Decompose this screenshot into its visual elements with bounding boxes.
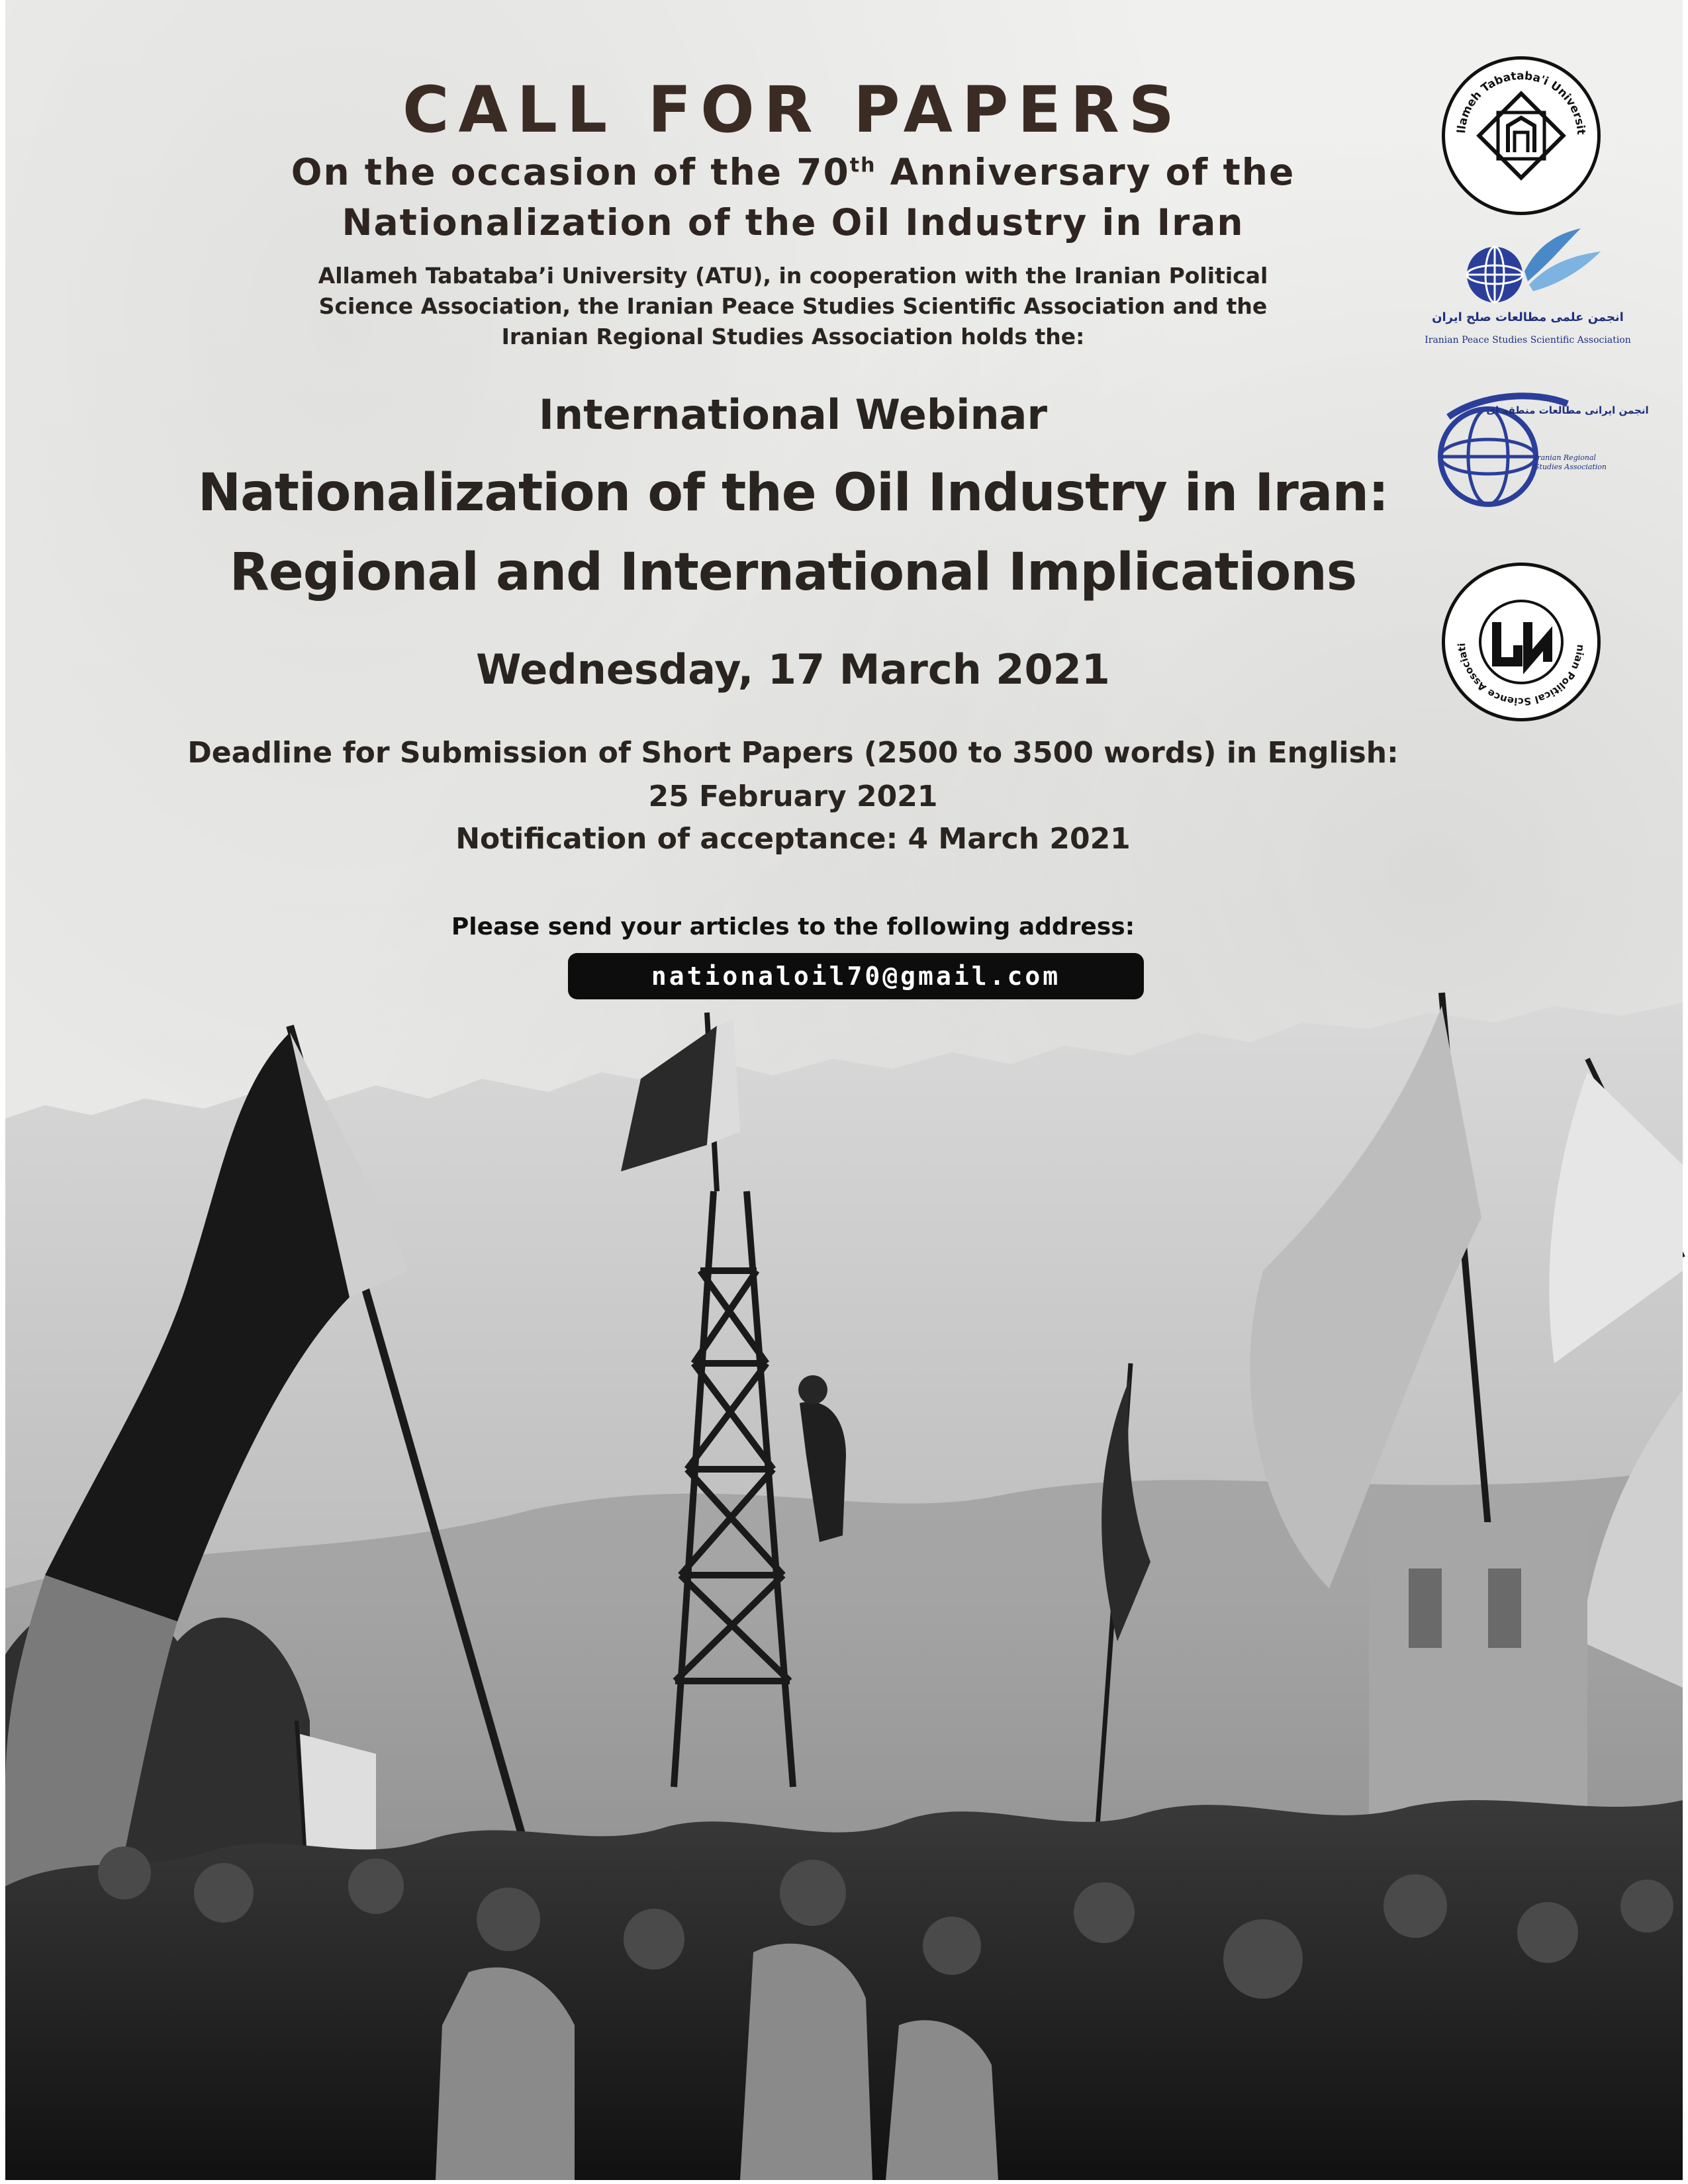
svg-text:Iranian Political Science Asso [1445,566,1587,707]
email-address[interactable]: nationaloil70@gmail.com [568,953,1144,999]
regional-logo-text: Iranian Regional Studies Association [1534,453,1607,471]
page-title: CALL FOR PAPERS [402,73,1184,147]
political-logo-text: nian Political Science Associati [1455,643,1587,708]
political-emblem-icon [1445,566,1597,718]
occasion-line-2: Nationalization of the Oil Industry in Iran [342,201,1244,244]
regional-globe-icon [1435,390,1649,523]
historical-photo [5,993,1683,2180]
regional-logo-fa-text: انجمن ایرانی مطالعات منطقه ای [1486,404,1649,416]
atu-logo-text: llameh Tabataba'i Universit [1455,69,1588,136]
event-title-line-1: Nationalization of the Oil Industry in Iran: [197,463,1389,523]
political-science-logo [1442,563,1601,721]
atu-emblem-icon [1445,60,1597,212]
organizers-line-1: Allameh Tabataba’i University (ATU), in cooperation with the Iranian Political [318,263,1268,289]
organizers-line-3: Iranian Regional Studies Association holds the: [501,324,1085,349]
deadline-date: 25 February 2021 [648,780,938,813]
event-date: Wednesday, 17 March 2021 [476,645,1110,694]
event-title-line-2: Regional and International Implications [229,543,1357,602]
peace-logo-fa-text: انجمن علمی مطالعات صلح ایران [1432,310,1624,324]
notification-date: Notification of acceptance: 4 March 2021 [455,822,1131,856]
atu-logo [1442,56,1601,215]
occasion-line-1: On the occasion of the 70th Anniversary of the [291,151,1295,193]
peace-studies-logo [1415,225,1640,357]
peace-logo-text: Iranian Peace Studies Scientific Association [1425,335,1631,345]
regional-studies-logo [1435,390,1649,523]
event-type: International Webinar [538,390,1048,439]
poster [5,0,1683,2180]
submission-instruction: Please send your articles to the following address: [451,913,1135,940]
deadline-line: Deadline for Submission of Short Papers (2500 to 3500 words) in English: [187,736,1399,770]
organizers-line-2: Science Association, the Iranian Peace Studies Scientific Association and the [318,293,1268,319]
peace-globe-icon [1415,225,1640,357]
